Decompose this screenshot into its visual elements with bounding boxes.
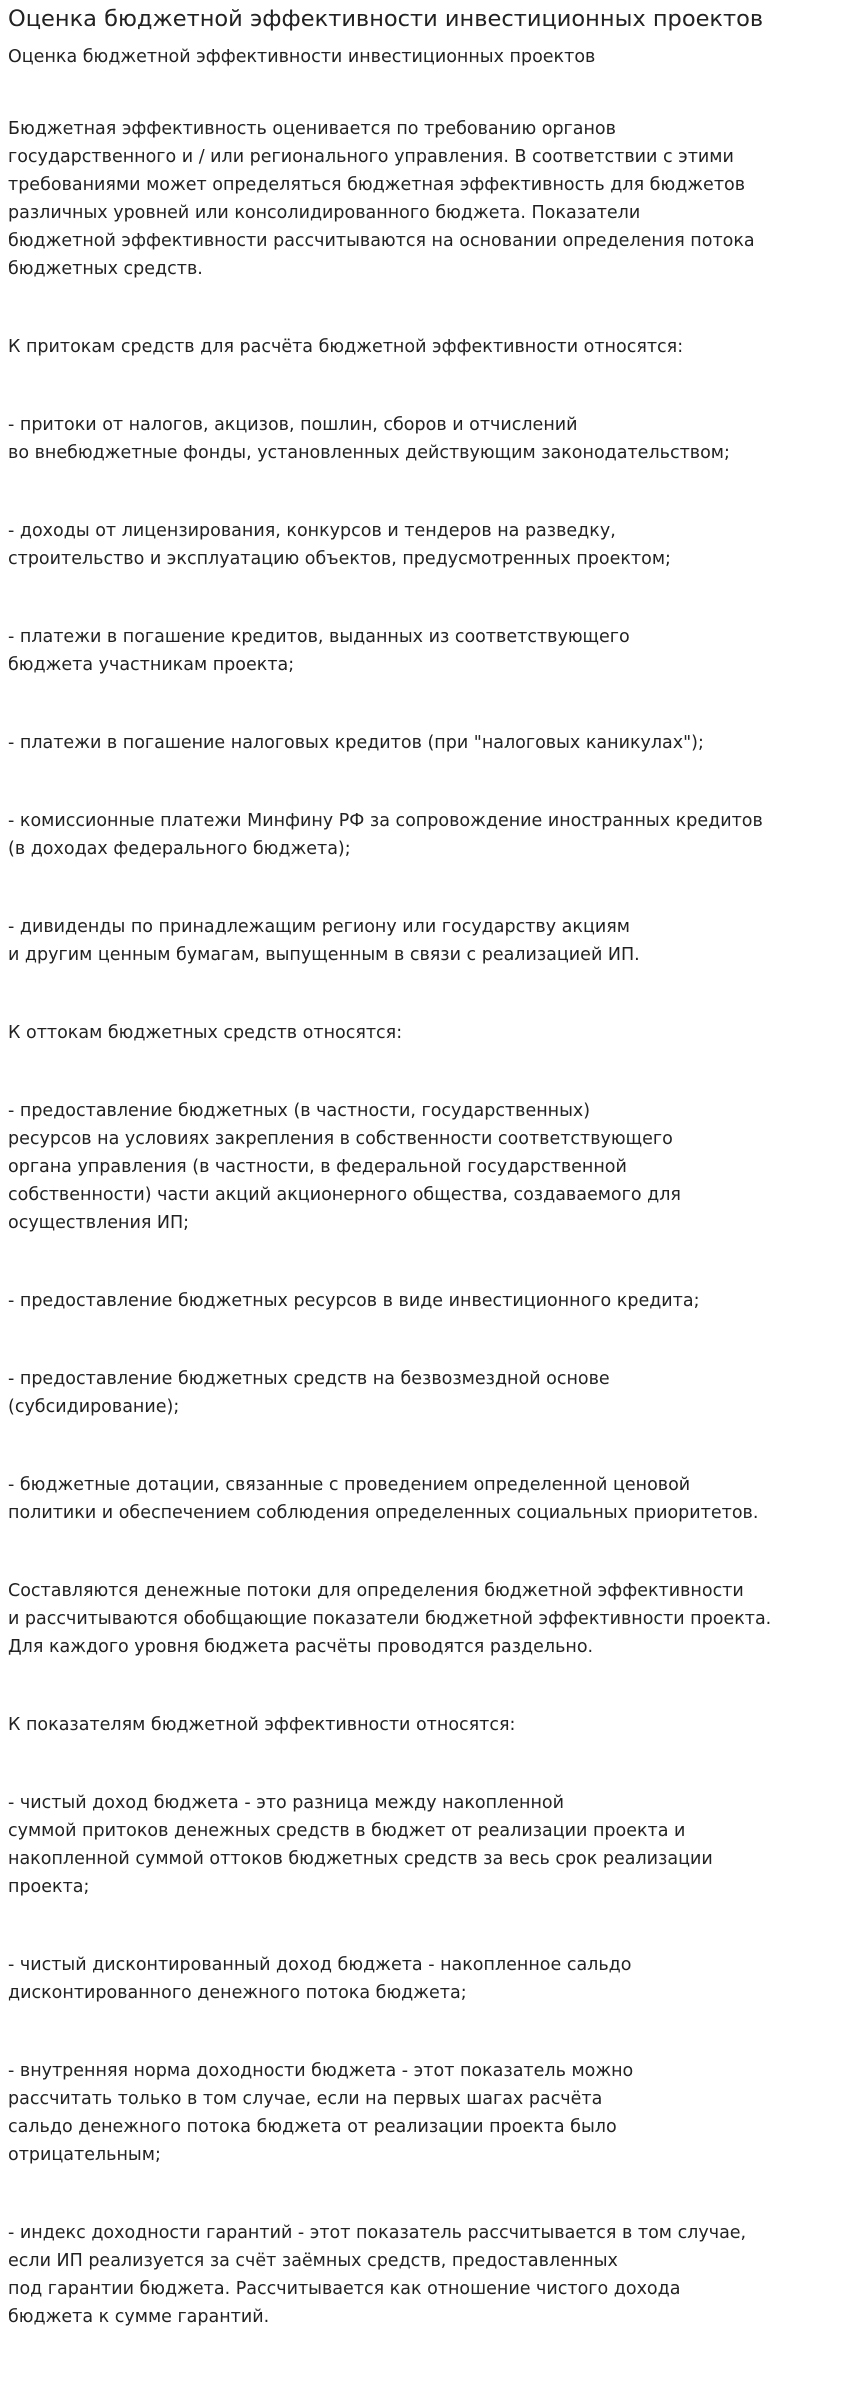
paragraph: - предоставление бюджетных средств на безвозмездной основе (субсидирование); xyxy=(8,1369,610,1417)
paragraph: - доходы от лицензирования, конкурсов и тендеров на разведку, строительство и эксплуатацию объектов, предусмотренных проектом; xyxy=(8,521,671,569)
paragraph: - предоставление бюджетных ресурсов в виде инвестиционного кредита; xyxy=(8,1291,700,1311)
paragraph: - притоки от налогов, акцизов, пошлин, сборов и отчислений во внебюджетные фонды, установленных действующим законодательством; xyxy=(8,415,730,463)
paragraph: К показателям бюджетной эффективности относятся: xyxy=(8,1715,516,1735)
paragraph: - бюджетные дотации, связанные с проведением определенной ценовой политики и обеспечением соблюдения определенных социальных приоритетов. xyxy=(8,1475,759,1523)
paragraph: - дивиденды по принадлежащим региону или государству акциям и другим ценным бумагам, выпущенным в связи с реализацией ИП. xyxy=(8,917,640,965)
page-subtitle: Оценка бюджетной эффективности инвестиционных проектов xyxy=(8,47,596,67)
page-title: Оценка бюджетной эффективности инвестиционных проектов xyxy=(8,6,764,32)
article-body xyxy=(8,115,843,2331)
paragraph: - чистый дисконтированный доход бюджета - накопленное сальдо дисконтированного денежного потока бюджета; xyxy=(8,1955,632,2003)
paragraph: - внутренняя норма доходности бюджета - этот показатель можно рассчитать только в том случае, если на первых шагах расчёта сальдо денежного потока бюджета от реализации проекта было отрицательным; xyxy=(8,2061,634,2165)
paragraph: Составляются денежные потоки для определения бюджетной эффективности и рассчитываются обобщающие показатели бюджетной эффективности проекта. Для каждого уровня бюджета расчёты проводятся раздельно. xyxy=(8,1581,772,1657)
paragraph: - чистый доход бюджета - это разница между накопленной суммой притоков денежных средств в бюджет от реализации проекта и накопленной суммой оттоков бюджетных средств за весь срок реализации проекта; xyxy=(8,1793,713,1897)
paragraph: - индекс доходности гарантий - этот показатель рассчитывается в том случае, если ИП реализуется за счёт заёмных средств, предоставленных под гарантии бюджета. Рассчитывается как отношение чистого дохода бюджета к сумме гарантий. xyxy=(8,2223,747,2327)
paragraph: К притокам средств для расчёта бюджетной эффективности относятся: xyxy=(8,337,684,357)
document-page xyxy=(8,0,843,2381)
paragraph: - предоставление бюджетных (в частности, государственных) ресурсов на условиях закрепления в собственности соответствующего органа управления (в частности, в федеральной государственной собственности) части акций акционерного общества, создаваемого для осуществления ИП; xyxy=(8,1101,681,1233)
paragraph: - платежи в погашение кредитов, выданных из соответствующего бюджета участникам проекта; xyxy=(8,627,630,675)
paragraph: - комиссионные платежи Минфину РФ за сопровождение иностранных кредитов (в доходах федерального бюджета); xyxy=(8,811,763,859)
paragraph: - платежи в погашение налоговых кредитов (при "налоговых каникулах"); xyxy=(8,733,704,753)
paragraph: Бюджетная эффективность оценивается по требованию органов государственного и / или регионального управления. В соответствии с этими требованиями может определяться бюджетная эффективность для бюджетов различных уровней или консолидированного бюджета. Показатели бюджетной эффективности рассчитываются на основании определения потока бюджетных средств. xyxy=(8,119,755,279)
paragraph: К оттокам бюджетных средств относятся: xyxy=(8,1023,403,1043)
